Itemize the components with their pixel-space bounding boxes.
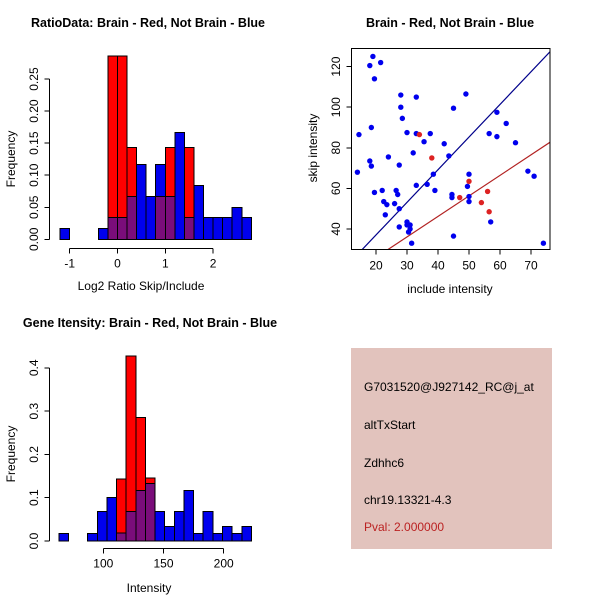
- not-brain-bar: [194, 534, 204, 541]
- not-brain-bar: [242, 527, 252, 541]
- x-tick-label: 2: [209, 256, 217, 271]
- overlap-bar: [156, 196, 166, 239]
- not-brain-point: [372, 76, 377, 81]
- overlap-bar: [126, 512, 136, 541]
- not-brain-point: [367, 63, 372, 68]
- overlap-bar: [108, 218, 118, 240]
- chart-title: RatioData: Brain - Red, Not Brain - Blue: [30, 16, 266, 30]
- brain-point: [429, 155, 434, 160]
- overlap-bar: [184, 218, 194, 240]
- x-tick-label: 1: [161, 256, 169, 271]
- not-brain-point: [451, 233, 456, 238]
- x-axis-label: Intensity: [126, 581, 172, 595]
- not-brain-point: [398, 105, 403, 110]
- not-brain-bar: [242, 218, 252, 240]
- not-brain-point: [386, 154, 391, 159]
- overlap-bar: [117, 533, 127, 541]
- not-brain-point: [513, 140, 518, 145]
- not-brain-bar: [204, 218, 214, 240]
- x-tick-label: 150: [153, 556, 174, 571]
- not-brain-point: [446, 153, 451, 158]
- x-axis-label: include intensity: [407, 282, 493, 296]
- x-tick-label: 40: [431, 258, 445, 273]
- not-brain-point: [372, 190, 377, 195]
- info-panel-quadrant: [300, 300, 600, 600]
- x-tick-label: 20: [369, 258, 383, 273]
- not-brain-point: [397, 162, 402, 167]
- y-tick-label: 0.10: [26, 163, 41, 187]
- chart-title: Gene Itensity: Brain - Red, Not Brain - Blue: [22, 316, 278, 330]
- not-brain-bar: [60, 228, 70, 239]
- brain-point: [479, 200, 484, 205]
- not-brain-bar: [222, 527, 232, 541]
- not-brain-point: [392, 201, 397, 206]
- not-brain-point: [442, 141, 447, 146]
- not-brain-point: [531, 174, 536, 179]
- overlap-bar: [136, 490, 146, 541]
- brain-point: [485, 189, 490, 194]
- y-tick-label: 0.00: [26, 227, 41, 251]
- not-brain-bar: [137, 164, 147, 239]
- not-brain-point: [369, 125, 374, 130]
- y-tick-label: 0.15: [26, 131, 41, 155]
- not-brain-point: [414, 94, 419, 99]
- x-tick-label: 30: [400, 258, 414, 273]
- brain-point: [466, 179, 471, 184]
- overlap-bar: [145, 483, 155, 541]
- not-brain-point: [380, 188, 385, 193]
- not-brain-point: [465, 184, 470, 189]
- overlap-bar: [165, 196, 175, 239]
- brain-fit-line: [379, 140, 553, 255]
- not-brain-bar: [107, 498, 117, 541]
- not-brain-point: [384, 202, 389, 207]
- y-axis-label: Frequency: [4, 130, 18, 188]
- gene-name-text: Zdhhc6: [364, 456, 405, 470]
- not-brain-point: [424, 182, 429, 187]
- x-tick-label: 0: [114, 256, 121, 271]
- not-brain-bar: [194, 185, 204, 239]
- not-brain-point: [494, 110, 499, 115]
- not-brain-bar: [174, 512, 184, 541]
- not-brain-bar: [165, 527, 175, 541]
- y-tick-label: 40: [329, 222, 344, 236]
- lines-group: [354, 49, 552, 258]
- y-tick-label: 0.1: [26, 489, 41, 507]
- pval-text: Pval: 2.000000: [364, 520, 445, 534]
- not-brain-point: [494, 134, 499, 139]
- not-brain-point: [400, 116, 405, 121]
- not-brain-bar: [232, 534, 242, 541]
- not-brain-bar: [232, 207, 242, 239]
- not-brain-point: [449, 195, 454, 200]
- not-brain-point: [428, 131, 433, 136]
- not-brain-bar: [97, 512, 107, 541]
- not-brain-point: [397, 206, 402, 211]
- ratio-histogram-panel: [0, 0, 300, 300]
- genomic-location-text: chr19.13321-4.3: [364, 493, 452, 507]
- y-axis-label: skip intensity: [306, 113, 320, 183]
- not-brain-point: [421, 139, 426, 144]
- not-brain-point: [370, 54, 375, 59]
- not-brain-point: [466, 194, 471, 199]
- brain-point: [417, 132, 422, 137]
- not-brain-bar: [223, 218, 233, 240]
- not-brain-point: [463, 91, 468, 96]
- not-brain-point: [431, 171, 436, 176]
- splice-event-type-text: altTxStart: [364, 418, 416, 432]
- not-brain-bar: [175, 132, 185, 239]
- not-brain-bar: [203, 512, 213, 541]
- not-brain-point: [398, 92, 403, 97]
- not-brain-point: [383, 212, 388, 217]
- not-brain-point: [404, 130, 409, 135]
- not-brain-point: [466, 171, 471, 176]
- brain-bar: [117, 479, 127, 541]
- not-brain-point: [541, 241, 546, 246]
- intensity-histogram-panel: [0, 300, 300, 600]
- brain-point: [457, 195, 462, 200]
- not-brain-point: [378, 60, 383, 65]
- not-brain-point: [504, 121, 509, 126]
- probe-id-text: G7031520@J927142_RC@j_at: [364, 380, 534, 394]
- brain-bar: [108, 56, 118, 239]
- overlap-bar: [127, 196, 137, 239]
- not-brain-point: [411, 150, 416, 155]
- y-tick-label: 0.0: [26, 532, 41, 550]
- y-tick-label: 0.25: [26, 67, 41, 91]
- not-brain-bar: [88, 534, 98, 541]
- y-tick-label: 60: [329, 181, 344, 196]
- y-tick-label: 80: [329, 141, 344, 155]
- not-brain-bar: [213, 218, 223, 240]
- x-tick-label: 70: [524, 258, 538, 273]
- brain-point: [486, 209, 491, 214]
- not-brain-bar: [184, 490, 194, 541]
- not-brain-bar: [213, 534, 223, 541]
- y-tick-label: 0.20: [26, 99, 41, 123]
- not-brain-point: [466, 199, 471, 204]
- y-tick-label: 0.3: [26, 402, 41, 420]
- x-tick-label: 100: [93, 556, 114, 571]
- not-brain-point: [409, 241, 414, 246]
- x-tick-label: 60: [493, 258, 507, 273]
- x-axis-label: Log2 Ratio Skip/Include: [77, 279, 205, 293]
- chart-title: Brain - Red, Not Brain - Blue: [365, 16, 535, 30]
- y-axis-label: Frequency: [4, 425, 18, 483]
- not-brain-point: [488, 219, 493, 224]
- x-tick-label: 50: [462, 258, 476, 273]
- scatter-panel: [300, 0, 600, 300]
- not-brain-point: [355, 169, 360, 174]
- info-box: [351, 348, 552, 549]
- not-brain-point: [356, 132, 361, 137]
- y-tick-label: 0.05: [26, 195, 41, 219]
- not-brain-point: [367, 158, 372, 163]
- not-brain-bar: [98, 228, 108, 239]
- not-brain-point: [397, 224, 402, 229]
- plot-box: [352, 48, 550, 249]
- y-tick-label: 0.2: [26, 446, 41, 463]
- y-tick-label: 120: [329, 56, 344, 77]
- not-brain-point: [451, 106, 456, 111]
- y-tick-label: 0.4: [26, 359, 41, 377]
- not-brain-point: [406, 229, 411, 234]
- not-brain-point: [486, 131, 491, 136]
- not-brain-point: [369, 163, 374, 168]
- not-brain-point: [432, 188, 437, 193]
- not-brain-point: [414, 183, 419, 188]
- not-brain-bar: [59, 534, 69, 541]
- brain-bar: [118, 56, 128, 239]
- y-tick-label: 100: [329, 97, 344, 118]
- x-tick-label: -1: [64, 256, 76, 271]
- overlap-bar: [118, 218, 128, 240]
- not-brain-point: [395, 192, 400, 197]
- not-brain-bar: [155, 512, 165, 541]
- not-brain-bar: [146, 196, 156, 239]
- not-brain-point: [525, 168, 530, 173]
- x-tick-label: 200: [213, 556, 234, 571]
- not-brain-fit-line: [354, 49, 552, 258]
